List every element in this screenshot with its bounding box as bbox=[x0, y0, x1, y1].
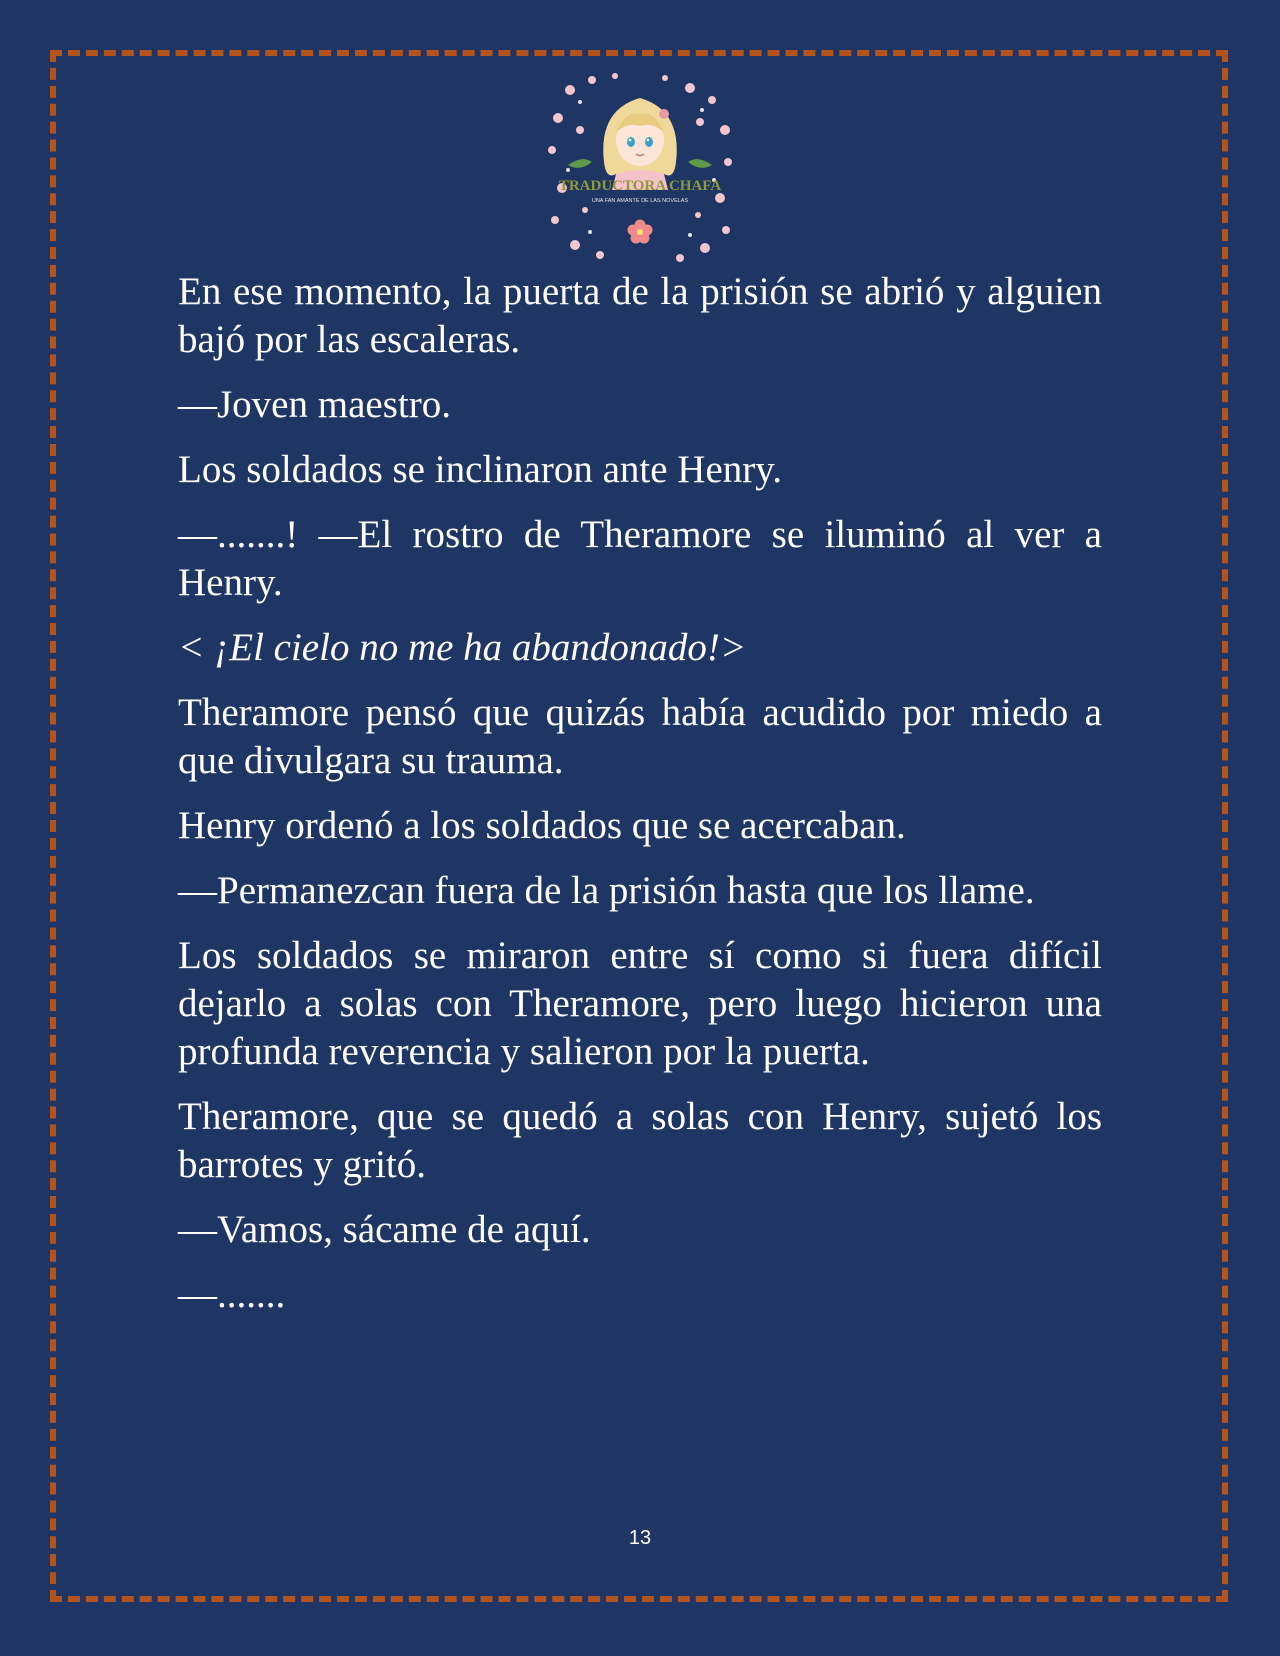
paragraph: Theramore, que se quedó a solas con Henry, sujetó los barrotes y gritó. bbox=[178, 1095, 1102, 1186]
paragraph: Henry ordenó a los soldados que se acercaban. bbox=[178, 804, 906, 847]
svg-text:UNA FAN AMANTE DE LAS NOVELAS: UNA FAN AMANTE DE LAS NOVELAS bbox=[591, 198, 689, 204]
paragraph-thought: < ¡El cielo no me ha abandonado!> bbox=[178, 626, 747, 669]
page-number: 13 bbox=[628, 1527, 652, 1549]
translator-logo bbox=[540, 70, 740, 265]
paragraph: —Vamos, sácame de aquí. bbox=[178, 1208, 591, 1251]
paragraph: —Joven maestro. bbox=[178, 383, 451, 426]
paragraph: Los soldados se inclinaron ante Henry. bbox=[178, 448, 782, 491]
anime-girl-with-flowers-logo-icon bbox=[540, 70, 740, 265]
paragraph: Theramore pensó que quizás había acudido por miedo a que divulgara su trauma. bbox=[178, 691, 1102, 782]
paragraph: En ese momento, la puerta de la prisión se abrió y alguien bajó por las escaleras. bbox=[178, 270, 1102, 361]
paragraph: Los soldados se miraron entre sí como si fuera difícil dejarlo a solas con Theramore, pero luego hicieron una profunda reverencia y salieron por la puerta. bbox=[178, 934, 1102, 1073]
chapter-text bbox=[178, 268, 1102, 1336]
paragraph: —....... bbox=[178, 1273, 286, 1316]
paragraph: —.......! —El rostro de Theramore se iluminó al ver a Henry. bbox=[178, 513, 1102, 604]
svg-text:TRADUCTORA CHAFA: TRADUCTORA CHAFA bbox=[558, 178, 722, 194]
paragraph: —Permanezcan fuera de la prisión hasta que los llame. bbox=[178, 869, 1035, 912]
